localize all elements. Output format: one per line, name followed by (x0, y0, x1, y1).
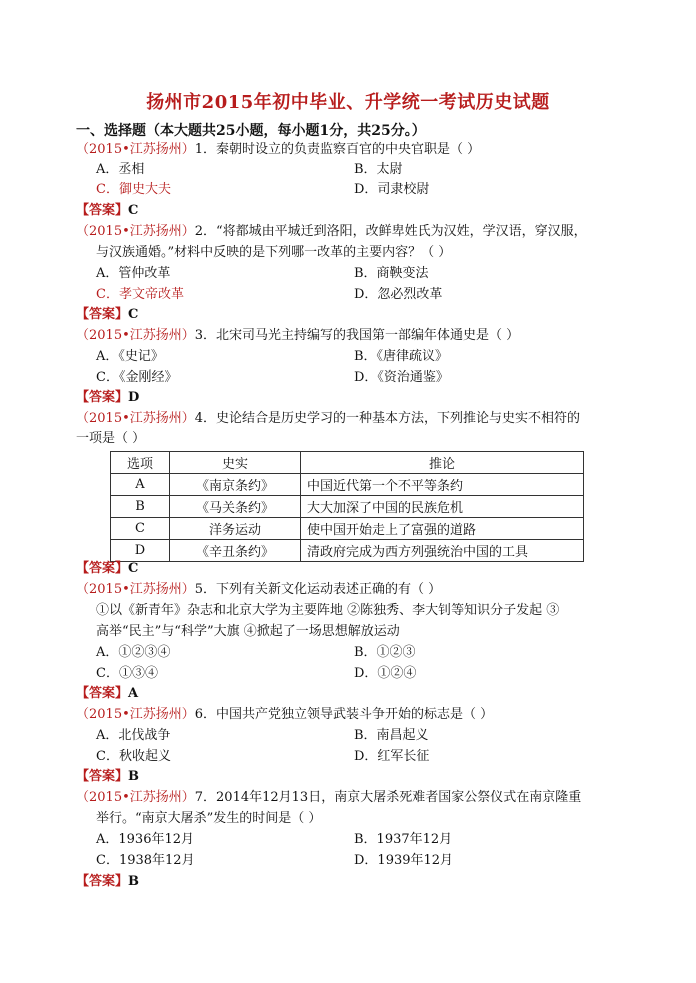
question-text-cont: 举行。“南京大屠杀”发生的时间是（ ） (96, 811, 322, 826)
question-4 (76, 409, 580, 429)
table-cell: 《辛丑条约》 (170, 540, 301, 562)
table-cell: 使中国开始走上了富强的道路 (301, 518, 584, 540)
option-b: B．太尉 (354, 162, 403, 177)
question-text-cont: 一项是（ ） (76, 431, 146, 446)
option-c: C．孝文帝改革 (96, 287, 184, 302)
answer-5 (76, 684, 138, 704)
answer-label: 【答案】 (76, 561, 129, 576)
question-text-cont: 与汉族通婚。”材料中反映的是下列哪一改革的主要内容？（ ） (96, 245, 452, 260)
table-cell: A (111, 474, 170, 496)
question-text: 2．“将都城由平城迁到洛阳，改鲜卑姓氏为汉姓，学汉语，穿汉服， (194, 224, 587, 239)
option-d: D．红军长征 (354, 749, 430, 764)
question-source: （2015•江苏扬州） (76, 142, 195, 157)
answer-value: C (128, 307, 139, 322)
question-source: （2015•江苏扬州） (76, 328, 195, 343)
section-heading: 一、选择题（本大题共25小题，每小题1分，共25分。） (76, 123, 426, 139)
answer-label: 【答案】 (76, 686, 129, 701)
question-text: 6．中国共产党独立领导武装斗争开始的标志是（ ） (194, 707, 494, 722)
option-c: C．1938年12月 (96, 853, 195, 868)
question-text: 5．下列有关新文化运动表述正确的有（ ） (194, 582, 442, 597)
option-d: D．《资治通鉴》 (354, 370, 449, 385)
table-cell: 清政府完成为西方列强统治中国的工具 (301, 540, 584, 562)
question-source: （2015•江苏扬州） (76, 790, 195, 805)
question-text: 7．2014年12月13日，南京大屠杀死难者国家公祭仪式在南京隆重 (194, 790, 582, 805)
question-source: （2015•江苏扬州） (76, 411, 195, 426)
option-a: A．北伐战争 (96, 728, 171, 743)
question-text: 3．北宋司马光主持编写的我国第一部编年体通史是（ ） (194, 328, 520, 343)
answer-value: C (128, 203, 139, 218)
table-header: 选项 (111, 452, 170, 474)
table-cell: D (111, 540, 170, 562)
question-source: （2015•江苏扬州） (76, 224, 195, 239)
table-cell: 大大加深了中国的民族危机 (301, 496, 584, 518)
question-3 (76, 326, 519, 346)
question-text-cont: ①以《新青年》杂志和北京大学为主要阵地 ②陈独秀、李大钊等知识分子发起 ③ (96, 603, 560, 618)
table-cell: 洋务运动 (170, 518, 301, 540)
question-2 (76, 222, 587, 242)
option-c: C．秋收起义 (96, 749, 171, 764)
option-a: A．①②③④ (96, 645, 171, 660)
page-title: 扬州市2015年初中毕业、升学统一考试历史试题 (146, 92, 550, 113)
question-source: （2015•江苏扬州） (76, 582, 195, 597)
table-header: 史实 (170, 452, 301, 474)
option-d: D．司隶校尉 (354, 182, 430, 197)
answer-4 (76, 559, 138, 579)
option-a: A．丞相 (96, 162, 145, 177)
question-source: （2015•江苏扬州） (76, 707, 195, 722)
question-text: 4．史论结合是历史学习的一种基本方法，下列推论与史实不相符的 (194, 411, 581, 426)
table-row (111, 496, 584, 518)
table-cell: 《马关条约》 (170, 496, 301, 518)
table-cell: C (111, 518, 170, 540)
question-5 (76, 580, 441, 600)
table-row (111, 540, 584, 562)
answer-label: 【答案】 (76, 307, 129, 322)
answer-value: D (128, 390, 140, 405)
answer-value: A (128, 686, 139, 701)
answer-value: B (128, 874, 140, 889)
option-c: C．《金刚经》 (96, 370, 178, 385)
answer-value: C (128, 561, 139, 576)
option-d: D．1939年12月 (354, 853, 454, 868)
table-row (111, 518, 584, 540)
option-d: D．忽必烈改革 (354, 287, 443, 302)
answer-3 (76, 388, 139, 408)
option-a: A．1936年12月 (96, 832, 195, 847)
answer-label: 【答案】 (76, 203, 129, 218)
question-1 (76, 140, 480, 160)
option-d: D．①②④ (354, 666, 417, 681)
answer-6 (76, 767, 139, 787)
option-b: B．《唐律疏议》 (354, 349, 449, 364)
question-6 (76, 705, 493, 725)
answer-label: 【答案】 (76, 874, 129, 889)
answer-label: 【答案】 (76, 769, 129, 784)
answer-label: 【答案】 (76, 390, 129, 405)
table-cell: 《南京条约》 (170, 474, 301, 496)
option-b: B．1937年12月 (354, 832, 453, 847)
option-b: B．商鞅变法 (354, 266, 429, 281)
option-a: A．《史记》 (96, 349, 164, 364)
question-text: 1．秦朝时设立的负责监察百官的中央官职是（ ） (194, 142, 481, 157)
option-b: B．①②③ (354, 645, 416, 660)
table-header-row (111, 452, 584, 474)
answer-2 (76, 305, 138, 325)
option-c: C．御史大夫 (96, 182, 171, 197)
answer-value: B (128, 769, 140, 784)
option-b: B．南昌起义 (354, 728, 429, 743)
question-7 (76, 788, 581, 808)
question-text-cont: 高举“民主”与“科学”大旗 ④掀起了一场思想解放运动 (96, 624, 400, 639)
answer-1 (76, 201, 138, 221)
table-cell: 中国近代第一个不平等条约 (301, 474, 584, 496)
question-4-table (110, 451, 584, 562)
option-a: A．管仲改革 (96, 266, 171, 281)
table-header: 推论 (301, 452, 584, 474)
option-c: C．①③④ (96, 666, 158, 681)
table-cell: B (111, 496, 170, 518)
answer-7 (76, 872, 139, 892)
table-row (111, 474, 584, 496)
